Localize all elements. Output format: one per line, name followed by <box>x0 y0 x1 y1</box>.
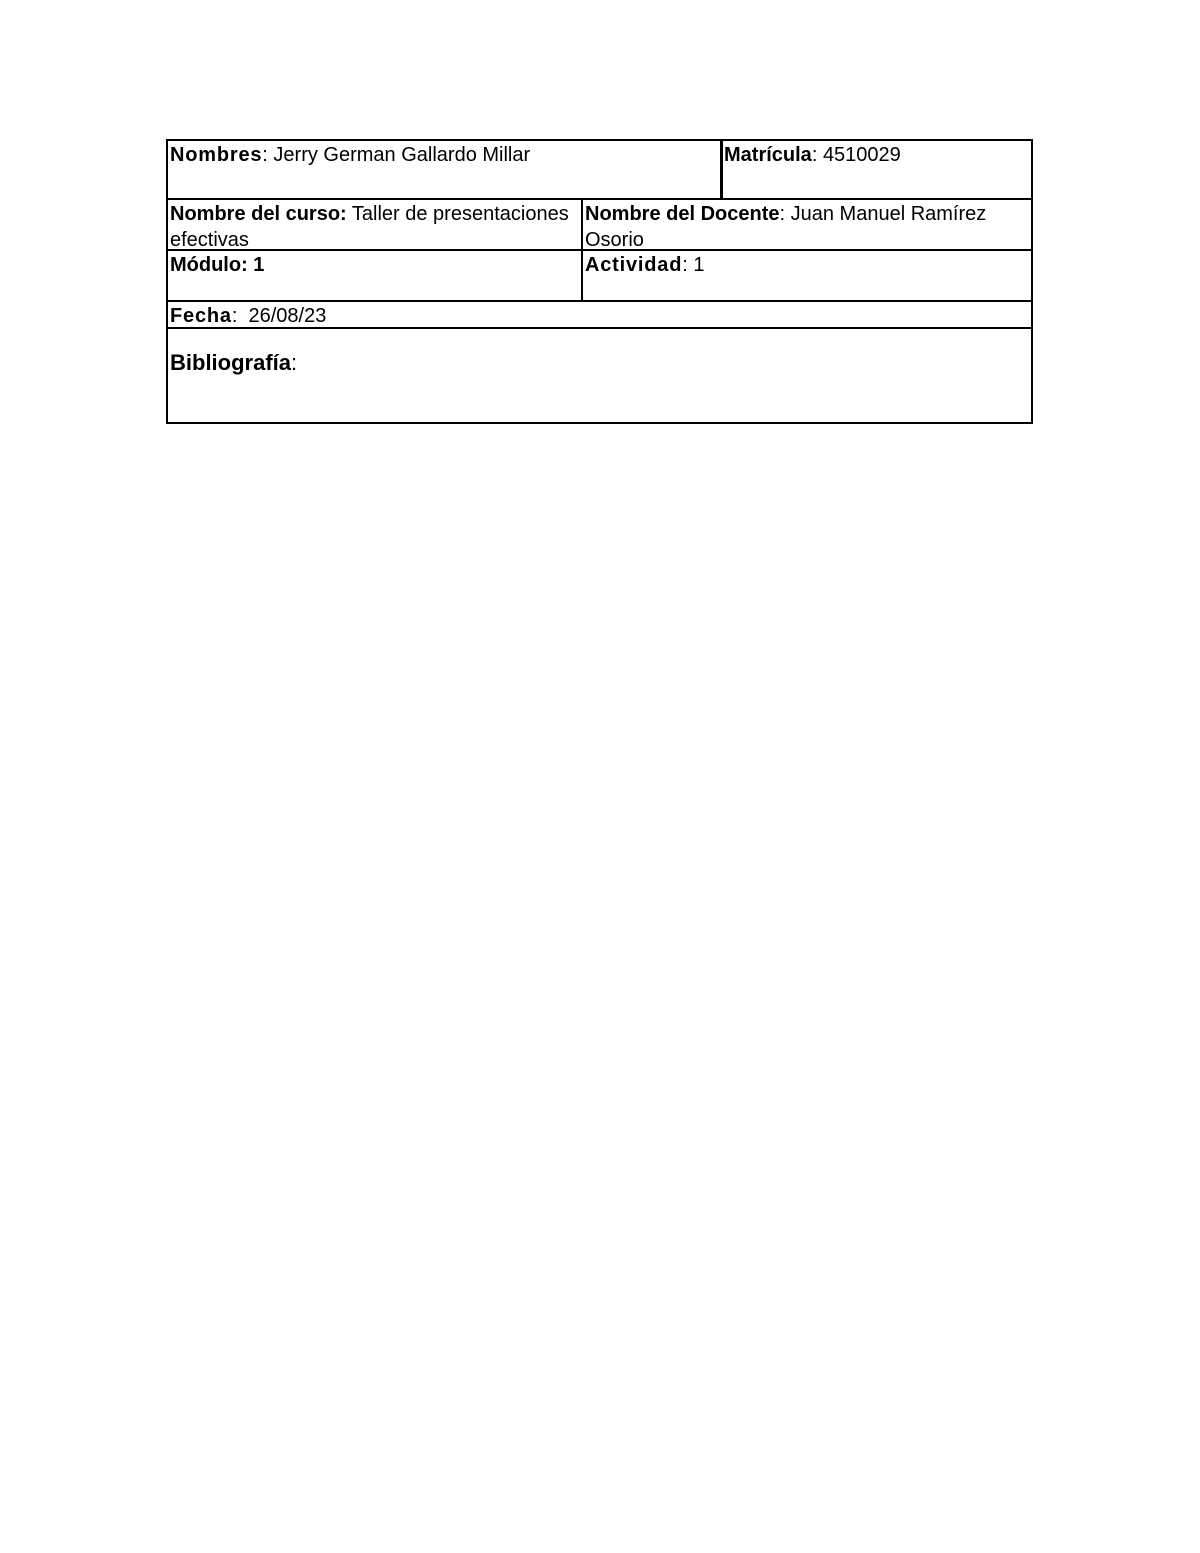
nombres-cell <box>166 139 723 200</box>
docente-separator: : <box>779 203 791 225</box>
bibliografia-cell <box>166 327 1033 424</box>
curso-label: Nombre del curso: <box>170 203 347 225</box>
curso-value: Taller de presentaciones efectivas <box>170 203 569 251</box>
actividad-label: Actividad <box>585 254 683 276</box>
fecha-cell <box>166 300 1033 329</box>
nombres-label: Nombres <box>170 144 263 166</box>
actividad-cell <box>581 249 1033 302</box>
matricula-label: Matrícula <box>724 144 812 166</box>
fecha-separator: : <box>231 305 249 327</box>
matricula-separator: : <box>811 144 823 166</box>
actividad-value: 1 <box>693 254 705 276</box>
bibliografia-separator: : <box>291 350 298 375</box>
docente-label: Nombre del Docente <box>585 203 780 225</box>
modulo-label: Módulo: 1 <box>170 254 265 276</box>
nombres-value: Jerry German Gallardo Millar <box>273 144 531 166</box>
fecha-value: 26/08/23 <box>248 305 327 327</box>
curso-cell <box>166 198 583 251</box>
bibliografia-label: Bibliografía <box>170 350 292 375</box>
fecha-label: Fecha <box>170 305 232 327</box>
modulo-cell <box>166 249 583 302</box>
actividad-separator: : <box>682 254 694 276</box>
matricula-value: 4510029 <box>822 144 901 166</box>
docente-value: Juan Manuel Ramírez Osorio <box>585 203 987 251</box>
nombres-separator: : <box>262 144 274 166</box>
matricula-cell <box>720 139 1033 200</box>
docente-cell <box>581 198 1033 251</box>
